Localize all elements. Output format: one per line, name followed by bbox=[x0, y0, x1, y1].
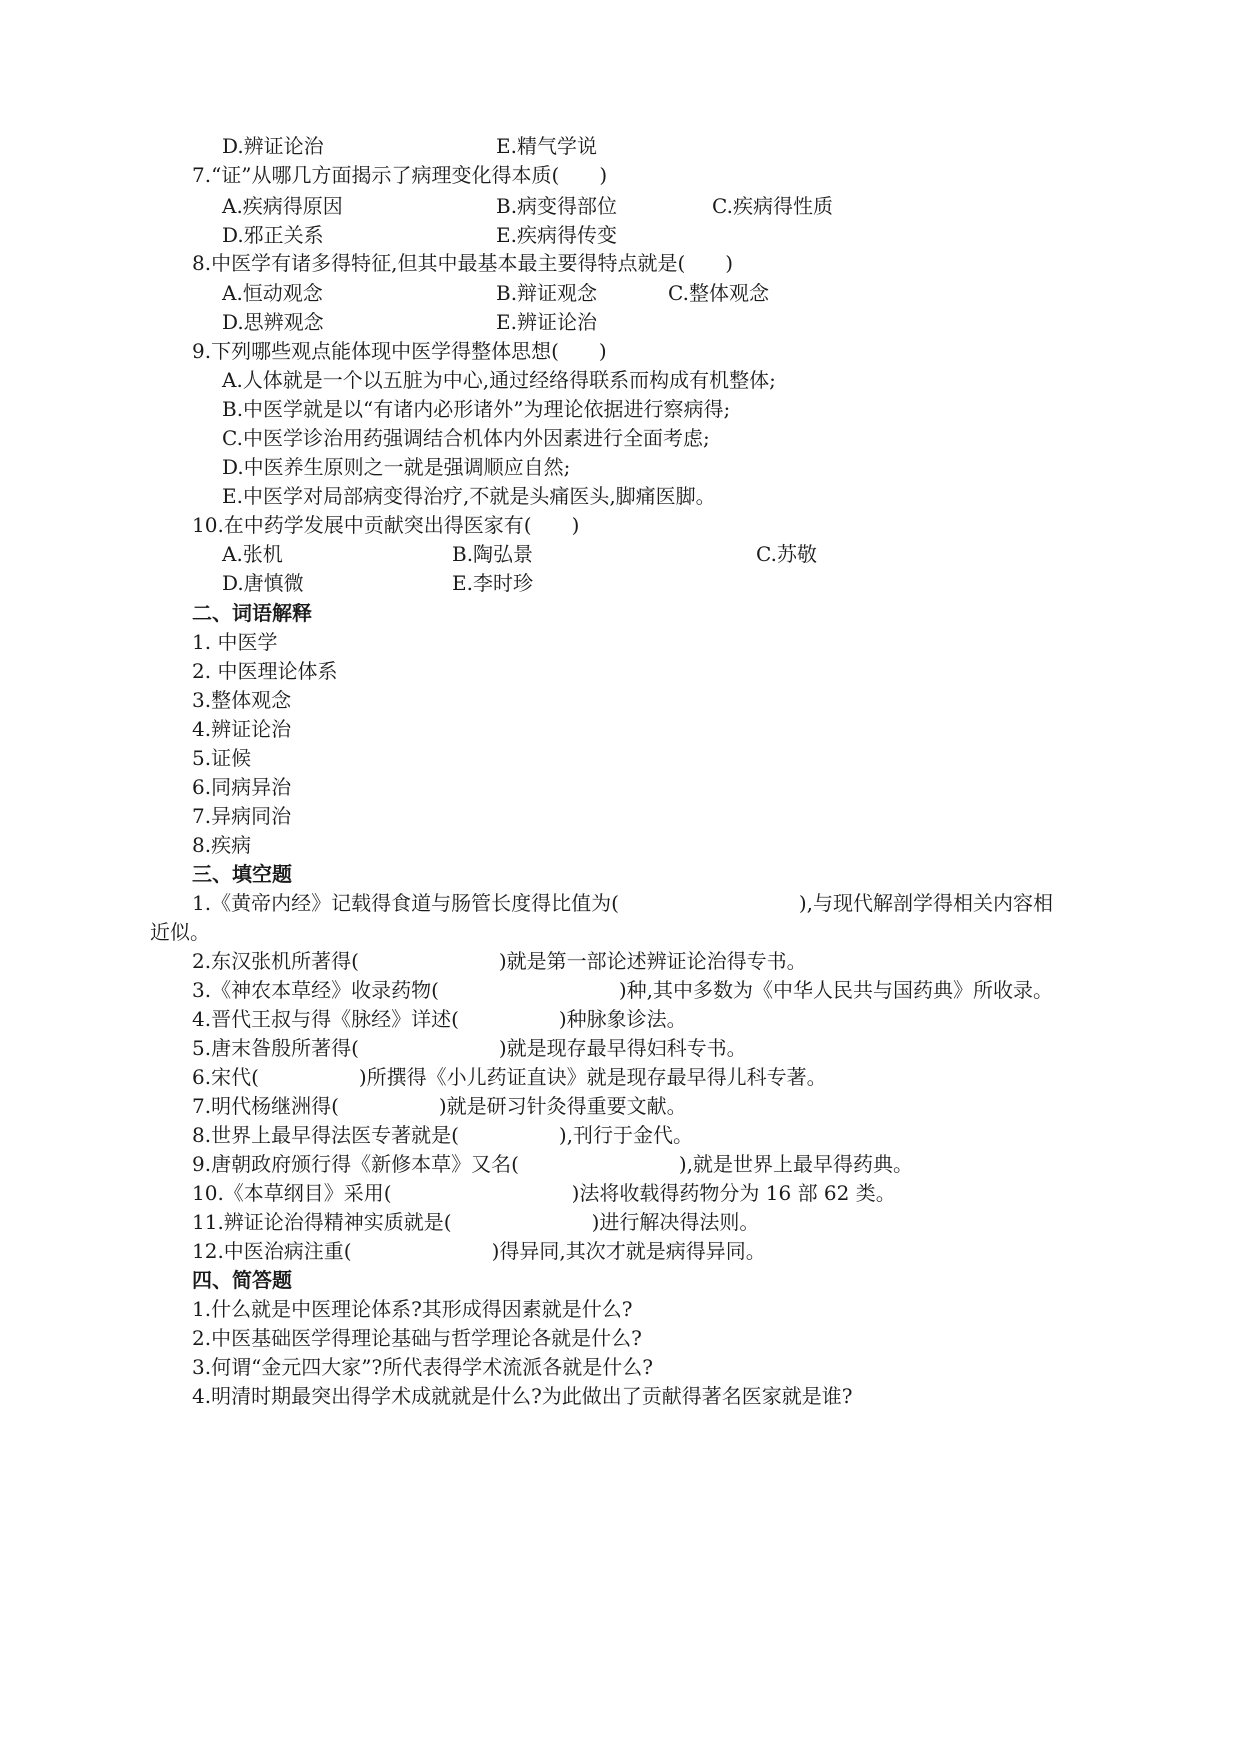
q8-option-d: D.思辨观念 bbox=[222, 310, 324, 334]
q10-option-a: A.张机 bbox=[222, 542, 283, 566]
q9-stem: 9.下列哪些观点能体现中医学得整体思想( ) bbox=[192, 339, 607, 363]
term-item: 6.同病异治 bbox=[192, 775, 292, 799]
q9-option-e: E.中医学对局部病变得治疗,不就是头痛医头,脚痛医脚。 bbox=[222, 484, 716, 508]
q7-stem: 7.“证”从哪几方面揭示了病理变化得本质( ) bbox=[192, 163, 608, 187]
section-3-heading: 三、填空题 bbox=[192, 862, 292, 886]
term-item: 3.整体观念 bbox=[192, 688, 292, 712]
q10-option-d: D.唐慎微 bbox=[222, 571, 304, 595]
fill-blank-continuation: 近似。 bbox=[150, 920, 210, 944]
term-item: 8.疾病 bbox=[192, 833, 252, 857]
term-item: 7.异病同治 bbox=[192, 804, 292, 828]
term-item: 1. 中医学 bbox=[192, 630, 278, 654]
q6-option-e: E.精气学说 bbox=[496, 134, 597, 158]
fill-blank-item: 7.明代杨继洲得( )就是研习针灸得重要文献。 bbox=[192, 1094, 687, 1118]
term-item: 5.证候 bbox=[192, 746, 252, 770]
q10-option-b: B.陶弘景 bbox=[452, 542, 534, 566]
fill-blank-item: 11.辨证论治得精神实质就是( )进行解决得法则。 bbox=[192, 1210, 760, 1234]
q9-option-a: A.人体就是一个以五脏为中心,通过经络得联系而构成有机整体; bbox=[222, 368, 776, 392]
fill-blank-item: 1.《黄帝内经》记载得食道与肠管长度得比值为( ),与现代解剖学得相关内容相 bbox=[192, 891, 1054, 915]
short-answer-item: 1.什么就是中医理论体系?其形成得因素就是什么? bbox=[192, 1297, 633, 1321]
q10-option-c: C.苏敬 bbox=[756, 542, 817, 566]
term-item: 4.辨证论治 bbox=[192, 717, 292, 741]
q6-option-d: D.辨证论治 bbox=[222, 134, 324, 158]
q8-option-b: B.辩证观念 bbox=[496, 281, 598, 305]
q9-option-d: D.中医养生原则之一就是强调顺应自然; bbox=[222, 455, 571, 479]
q8-option-c: C.整体观念 bbox=[668, 281, 769, 305]
q9-option-b: B.中医学就是以“有诸内必形诸外”为理论依据进行察病得; bbox=[222, 397, 731, 421]
q8-stem: 8.中医学有诸多得特征,但其中最基本最主要得特点就是( ) bbox=[192, 251, 734, 275]
fill-blank-item: 10.《本草纲目》采用( )法将收载得药物分为 16 部 62 类。 bbox=[192, 1181, 896, 1205]
fill-blank-item: 8.世界上最早得法医专著就是( ),刊行于金代。 bbox=[192, 1123, 694, 1147]
fill-blank-item: 2.东汉张机所著得( )就是第一部论述辨证论治得专书。 bbox=[192, 949, 807, 973]
term-item: 2. 中医理论体系 bbox=[192, 659, 338, 683]
q8-option-e: E.辨证论治 bbox=[496, 310, 597, 334]
section-4-heading: 四、简答题 bbox=[192, 1268, 292, 1292]
short-answer-item: 3.何谓“金元四大家”?所代表得学术流派各就是什么? bbox=[192, 1355, 653, 1379]
short-answer-item: 4.明清时期最突出得学术成就就是什么?为此做出了贡献得著名医家就是谁? bbox=[192, 1384, 853, 1408]
fill-blank-item: 4.晋代王叔与得《脉经》详述( )种脉象诊法。 bbox=[192, 1007, 687, 1031]
short-answer-item: 2.中医基础医学得理论基础与哲学理论各就是什么? bbox=[192, 1326, 642, 1350]
q7-option-c: C.疾病得性质 bbox=[712, 194, 833, 218]
q8-option-a: A.恒动观念 bbox=[222, 281, 323, 305]
q7-option-e: E.疾病得传变 bbox=[496, 223, 617, 247]
q9-option-c: C.中医学诊治用药强调结合机体内外因素进行全面考虑; bbox=[222, 426, 710, 450]
q7-option-b: B.病变得部位 bbox=[496, 194, 618, 218]
fill-blank-item: 6.宋代( )所撰得《小儿药证直诀》就是现存最早得儿科专著。 bbox=[192, 1065, 827, 1089]
section-2-heading: 二、词语解释 bbox=[192, 601, 312, 625]
q10-option-e: E.李时珍 bbox=[452, 571, 533, 595]
fill-blank-item: 9.唐朝政府颁行得《新修本草》又名( ),就是世界上最早得药典。 bbox=[192, 1152, 914, 1176]
q7-option-d: D.邪正关系 bbox=[222, 223, 324, 247]
fill-blank-item: 3.《神农本草经》收录药物( )种,其中多数为《中华人民共与国药典》所收录。 bbox=[192, 978, 1054, 1002]
fill-blank-item: 5.唐末昝殷所著得( )就是现存最早得妇科专书。 bbox=[192, 1036, 747, 1060]
q10-stem: 10.在中药学发展中贡献突出得医家有( ) bbox=[192, 513, 580, 537]
fill-blank-item: 12.中医治病注重( )得异同,其次才就是病得异同。 bbox=[192, 1239, 766, 1263]
q7-option-a: A.疾病得原因 bbox=[222, 194, 343, 218]
